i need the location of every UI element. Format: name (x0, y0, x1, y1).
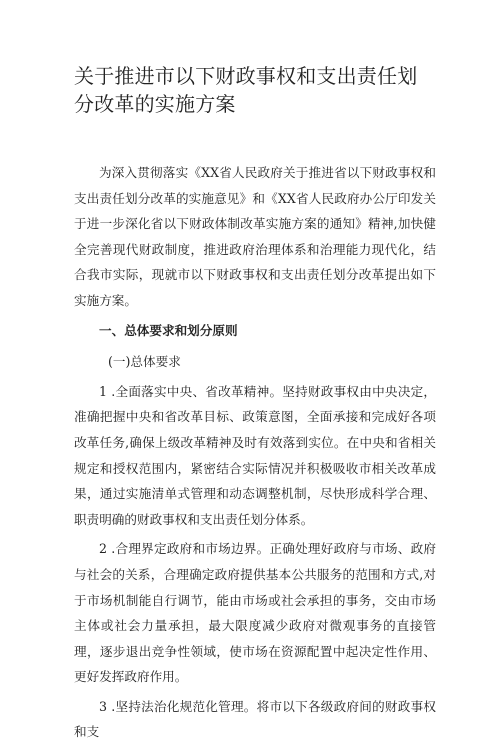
subsection-heading: (一)总体要求 (108, 354, 181, 370)
item-paragraph-1: 1 .全面落实中央、省改革精神。坚持财政事权由中央决定，准确把握中央和省改革目标、政策意图，全面承接和完成好各项改革任务,确保上级改革精神及时有效落到实位。在中央和省相关规定和授权范围内，紧密结合实际情况并积极吸收市相关改革成果，通过实施清单式管理和动态调整机制，尽快形成科学合理、职责明确的财政事权和支出责任划分体系。 (74, 383, 436, 527)
intro-paragraph: 为深入贯彻落实《XX省人民政府关于推进省以下财政事权和支出责任划分改革的实施意见》和《XX省人民政府办公厅印发关于进一步深化省以下财政体制改革实施方案的通知》精神,加快健全完善现代财政制度，推进政府治理体系和治理能力现代化，结合我市实际，现就市以下财政事权和支出责任划分改革提出如下实施方案。 (74, 165, 436, 308)
document-body (74, 160, 436, 745)
item-paragraph-2: 2 .合理界定政府和市场边界。正确处理好政府与市场、政府与社会的关系，合理确定政府提供基本公共服务的范围和方式,对于市场机制能自行调节，能由市场或社会承担的事务，交由市场主体或社会力量承担，最大限度减少政府对微观事务的直接管理，逐步退出竞争性领域，使市场在资源配置中起决定性作用、更好发挥政府作用。 (74, 541, 436, 685)
item-paragraph-3: 3 .坚持法治化规范化管理。将市以下各级政府间的财政事权和支 (74, 698, 436, 740)
document-title: 关于推进市以下财政事权和支出责任划分改革的实施方案 (74, 64, 418, 116)
section-heading: 一、总体要求和划分原则 (99, 322, 238, 338)
